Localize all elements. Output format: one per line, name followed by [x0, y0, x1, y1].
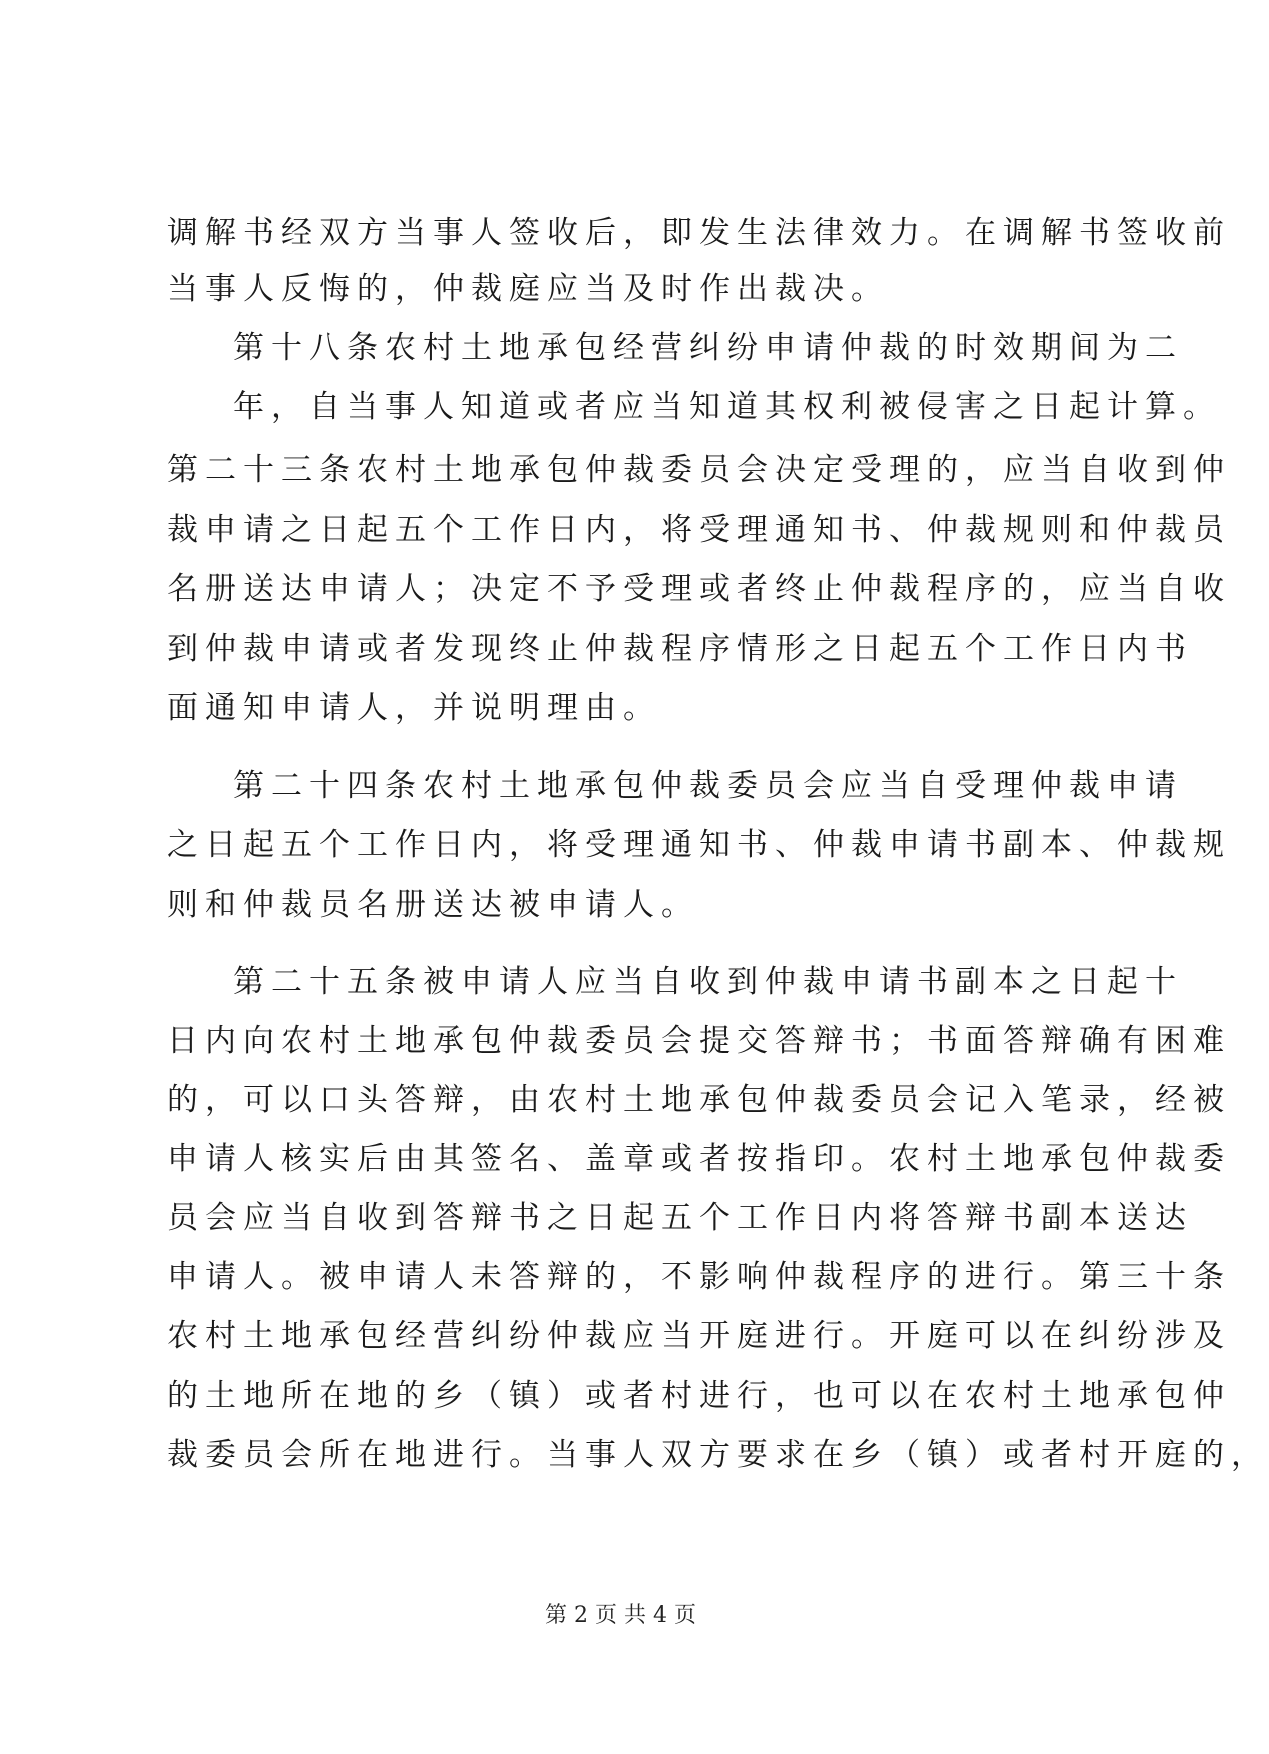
text-line: 申请人。被申请人未答辩的，不影响仲裁程序的进行。第三十条 [167, 1259, 1231, 1295]
text-line: 则和仲裁员名册送达被申请人。 [167, 887, 699, 923]
text-line: 第二十四条农村土地承包仲裁委员会应当自受理仲裁申请 [233, 768, 1183, 804]
text-line: 裁委员会所在地进行。当事人双方要求在乡（镇）或者村开庭的， [167, 1437, 1269, 1473]
text-line: 的，可以口头答辩，由农村土地承包仲裁委员会记入笔录，经被 [167, 1082, 1231, 1118]
page-number-footer: 第 2 页 共 4 页 [545, 1603, 696, 1628]
text-line: 第十八条农村土地承包经营纠纷申请仲裁的时效期间为二 [233, 330, 1183, 366]
text-line: 日内向农村土地承包仲裁委员会提交答辩书；书面答辩确有困难 [167, 1023, 1231, 1059]
text-line: 当事人反悔的，仲裁庭应当及时作出裁决。 [167, 271, 889, 307]
text-line: 裁申请之日起五个工作日内，将受理通知书、仲裁规则和仲裁员 [167, 512, 1231, 548]
text-line: 申请人核实后由其签名、盖章或者按指印。农村土地承包仲裁委 [167, 1141, 1231, 1177]
text-line: 第二十三条农村土地承包仲裁委员会决定受理的，应当自收到仲 [167, 452, 1231, 488]
text-line: 面通知申请人，并说明理由。 [167, 690, 661, 726]
text-line: 之日起五个工作日内，将受理通知书、仲裁申请书副本、仲裁规 [167, 827, 1231, 863]
text-line: 员会应当自收到答辩书之日起五个工作日内将答辩书副本送达 [167, 1200, 1193, 1236]
text-line: 名册送达申请人；决定不予受理或者终止仲裁程序的，应当自收 [167, 571, 1231, 607]
text-line: 的土地所在地的乡（镇）或者村进行，也可以在农村土地承包仲 [167, 1378, 1231, 1414]
text-line: 第二十五条被申请人应当自收到仲裁申请书副本之日起十 [233, 964, 1183, 1000]
text-line: 调解书经双方当事人签收后，即发生法律效力。在调解书签收前 [167, 215, 1231, 251]
text-line: 农村土地承包经营纠纷仲裁应当开庭进行。开庭可以在纠纷涉及 [167, 1318, 1231, 1354]
text-line: 年，自当事人知道或者应当知道其权利被侵害之日起计算。 [233, 389, 1221, 425]
text-line: 到仲裁申请或者发现终止仲裁程序情形之日起五个工作日内书 [167, 631, 1193, 667]
